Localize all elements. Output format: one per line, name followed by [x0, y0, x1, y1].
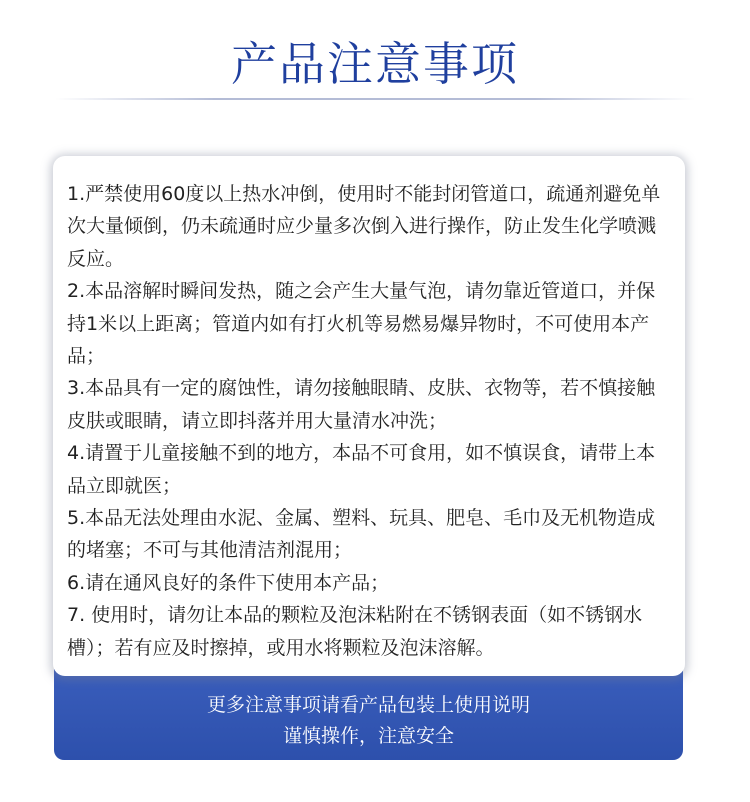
note-item-6: 6.请在通风良好的条件下使用本产品；	[67, 571, 390, 594]
footer-text	[54, 690, 683, 752]
note-item-2: 2.本品溶解时瞬间发热，随之会产生大量气泡，请勿靠近管道口，并保持1米以上距离；管道内如有打火机等易燃易爆异物时，不可使用本产品；	[67, 280, 656, 368]
title-divider	[55, 98, 695, 100]
footer-line-1: 更多注意事项请看产品包装上使用说明	[206, 694, 530, 716]
footer-line-2: 谨慎操作，注意安全	[282, 725, 454, 747]
note-item-7: 7. 使用时，请勿让本品的颗粒及泡沫粘附在不锈钢表面（如不锈钢水槽）；若有应及时擦掉，或用水将颗粒及泡沫溶解。	[67, 604, 643, 659]
notes-card	[53, 156, 685, 676]
note-item-3: 3.本品具有一定的腐蚀性，请勿接触眼睛、皮肤、衣物等，若不慎接触皮肤或眼睛，请立即抖落并用大量清水冲洗；	[67, 377, 656, 432]
note-item-4: 4.请置于儿童接触不到的地方，本品不可食用，如不慎误食，请带上本品立即就医；	[67, 442, 656, 497]
note-item-5: 5.本品无法处理由水泥、金属、塑料、玩具、肥皂、毛巾及无机物造成的堵塞；不可与其他清洁剂混用；	[67, 507, 656, 562]
note-item-1: 1.严禁使用60度以上热水冲倒，使用时不能封闭管道口，疏通剂避免单次大量倾倒，仍未疏通时应少量多次倒入进行操作，防止发生化学喷溅反应。	[67, 183, 661, 270]
page-title: 产品注意事项	[231, 37, 519, 91]
